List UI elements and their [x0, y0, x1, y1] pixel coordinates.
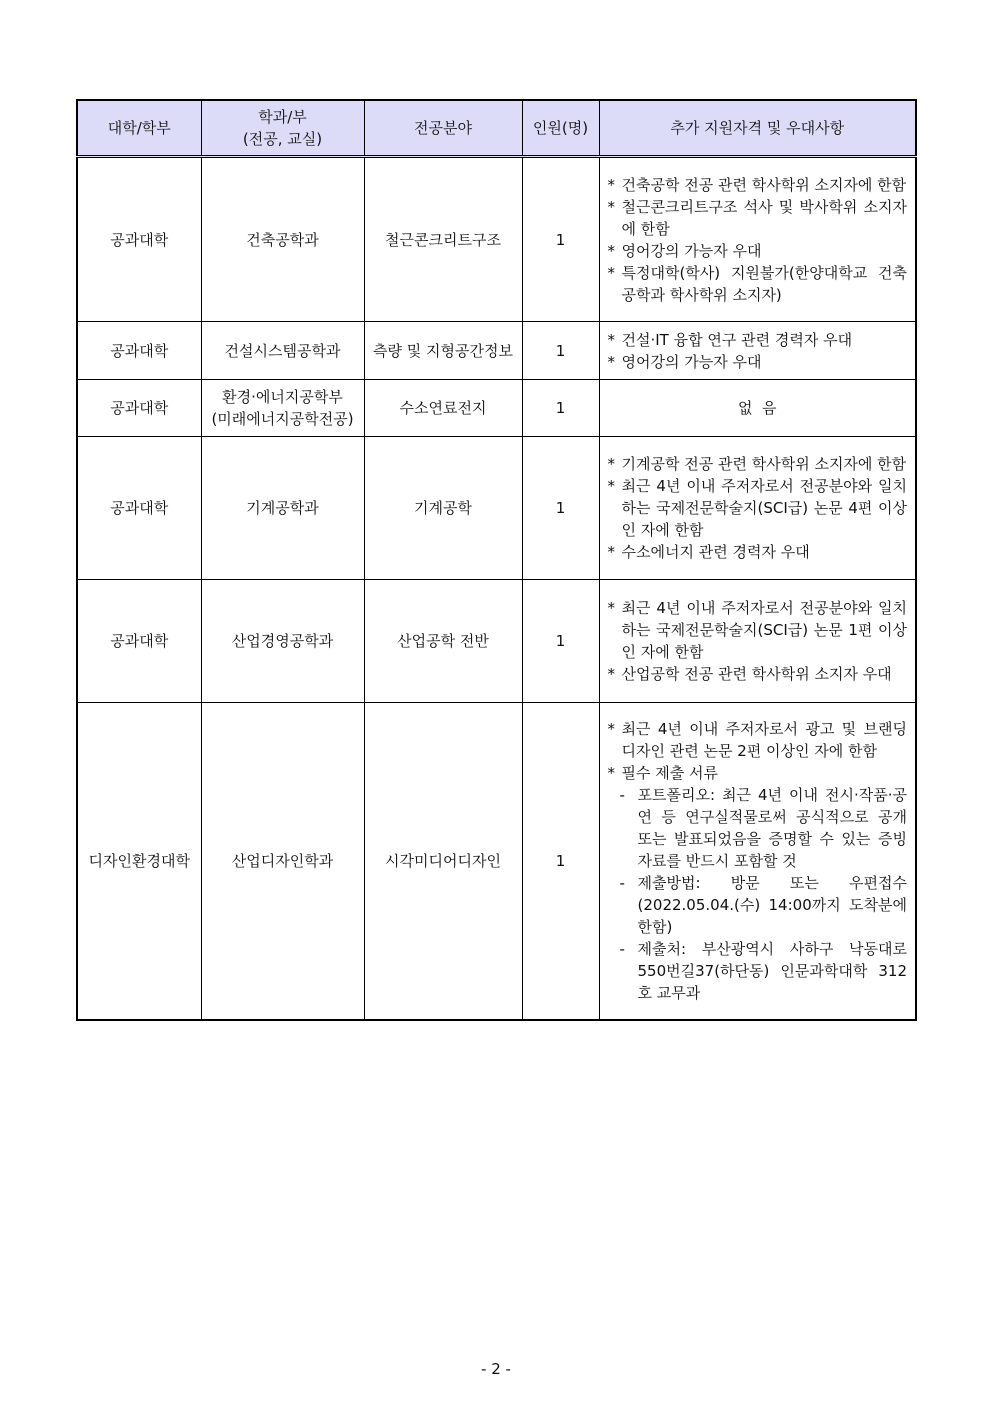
- cell-count: 1: [522, 703, 599, 1020]
- requirement-item: * 필수 제출 서류: [607, 763, 718, 782]
- page-number: - 2 -: [481, 1360, 511, 1378]
- cell-field: 수소연료전지: [364, 380, 522, 437]
- requirement-item: * 수소에너지 관련 경력자 우대: [607, 543, 810, 561]
- cell-college: 공과대학: [77, 322, 201, 380]
- requirement-item: * 건축공학 전공 관련 학사학위 소지자에 한함: [607, 175, 907, 194]
- cell-requirements: [599, 703, 916, 1020]
- cell-college: 공과대학: [77, 580, 201, 703]
- cell-department: 건설시스템공학과: [201, 322, 364, 380]
- requirement-item: * 철근콘크리트구조 석사 및 박사학위 소지자에 한함: [607, 197, 907, 238]
- requirement-item: * 최근 4년 이내 주저자로서 전공분야와 일치하는 국제전문학술지(SCI급) 논문 4편 이상인 자에 한함: [607, 477, 907, 539]
- cell-college: 공과대학: [77, 157, 201, 322]
- header-requirements: 추가 지원자격 및 우대사항: [599, 100, 916, 157]
- requirement-item: * 최근 4년 이내 주저자로서 전공분야와 일치하는 국제전문학술지(SCI급) 논문 1편 이상인 자에 한함: [607, 599, 907, 661]
- cell-field: 산업공학 전반: [364, 580, 522, 703]
- department-major: (미래에너지공학전공): [211, 410, 354, 428]
- cell-department: [201, 380, 364, 437]
- requirement-item: * 건설·IT 융합 연구 관련 경력자 우대: [607, 330, 853, 349]
- header-count: 인원(명): [522, 100, 599, 157]
- requirement-item: * 영어강의 가능자 우대: [607, 352, 762, 371]
- cell-count: 1: [522, 580, 599, 703]
- cell-department: 산업디자인학과: [201, 703, 364, 1020]
- requirement-item: * 기계공학 전공 관련 학사학위 소지자에 한함: [607, 455, 907, 473]
- cell-count: 1: [522, 157, 599, 322]
- requirement-item: * 영어강의 가능자 우대: [607, 241, 762, 260]
- table-row: [77, 322, 916, 380]
- cell-department: 기계공학과: [201, 437, 364, 580]
- cell-count: 1: [522, 380, 599, 437]
- table-row: [77, 157, 916, 322]
- cell-requirements-none: 없 음: [599, 380, 916, 437]
- cell-department: 산업경영공학과: [201, 580, 364, 703]
- cell-college: 디자인환경대학: [77, 703, 201, 1020]
- table-row: [77, 580, 916, 703]
- cell-count: 1: [522, 437, 599, 580]
- cell-field: 측량 및 지형공간정보: [364, 322, 522, 380]
- table-header-row: [77, 100, 916, 157]
- cell-requirements: [599, 157, 916, 322]
- requirement-sub-item: - 제출방법: 방문 또는 우편접수 (2022.05.04.(수) 14:00까지 도착분에 한함): [619, 873, 907, 936]
- requirement-item: * 최근 4년 이내 주저자로서 광고 및 브랜딩 디자인 관련 논문 2편 이상인 자에 한함: [607, 719, 907, 760]
- cell-college: 공과대학: [77, 437, 201, 580]
- department-name: 환경·에너지공학부: [222, 388, 343, 406]
- cell-college: 공과대학: [77, 380, 201, 437]
- cell-field: 시각미디어디자인: [364, 703, 522, 1020]
- cell-department: 건축공학과: [201, 157, 364, 322]
- positions-table: [76, 99, 917, 1021]
- header-field: 전공분야: [364, 100, 522, 157]
- cell-field: 기계공학: [364, 437, 522, 580]
- requirement-sub-item: - 제출처: 부산광역시 사하구 낙동대로 550번길37(하단동) 인문과학대학 312호 교무과: [619, 939, 907, 1002]
- table-row: [77, 703, 916, 1020]
- requirement-item: * 특정대학(학사) 지원불가(한양대학교 건축공학과 학사학위 소지자): [607, 263, 907, 304]
- requirement-sub-item: - 포트폴리오: 최근 4년 이내 전시·작품·공연 등 연구실적물로써 공식적으로 공개 또는 발표되었음을 증명할 수 있는 증빙자료를 반드시 포함할 것: [619, 785, 907, 870]
- cell-count: 1: [522, 322, 599, 380]
- table-row: [77, 437, 916, 580]
- cell-requirements: [599, 322, 916, 380]
- cell-field: 철근콘크리트구조: [364, 157, 522, 322]
- table-row: [77, 380, 916, 437]
- header-department-line1: 학과/부: [258, 108, 307, 126]
- cell-requirements: [599, 580, 916, 703]
- header-college: 대학/학부: [77, 100, 201, 157]
- header-department-line2: (전공, 교실): [242, 130, 323, 148]
- cell-requirements: [599, 437, 916, 580]
- header-department: [201, 100, 364, 157]
- requirement-item: * 산업공학 전공 관련 학사학위 소지자 우대: [607, 665, 892, 683]
